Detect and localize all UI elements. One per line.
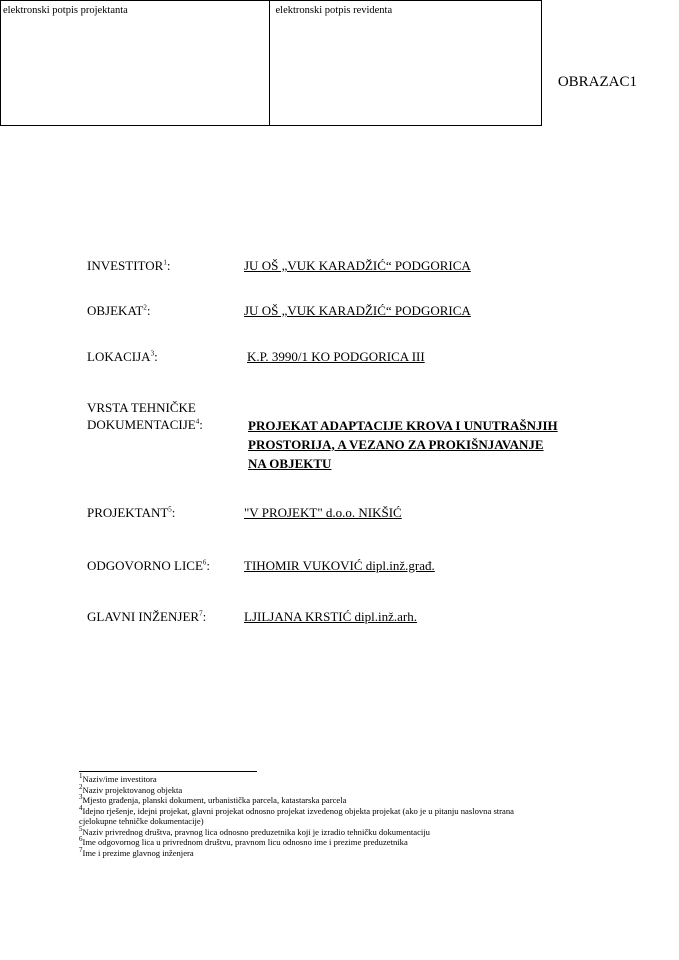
footnote-1-num: 1 [79,772,83,781]
objekat-label-text: OBJEKAT [87,303,144,318]
footnote-separator [79,771,257,772]
odgovorno-lice-label [87,558,210,574]
objekat-label [87,303,150,319]
vrsta-footnote-ref: 4 [195,417,200,426]
odgovorno-lice-footnote-ref: 6 [202,558,207,567]
investitor-colon: : [166,258,171,273]
odgovorno-lice-colon: : [206,558,211,573]
designer-signature-cell[interactable] [1,1,269,125]
footnotes [79,774,519,858]
vrsta-value-line2: PROSTORIJA, A VEZANO ZA PROKIŠNJAVANJE [248,437,544,452]
glavni-inzenjer-label-text: GLAVNI INŽENJER [87,609,200,624]
footnote-5-num: 5 [79,824,83,833]
footnote-7-num: 7 [79,845,83,854]
footnote-5-text: Naziv privrednog društva, pravnog lica odnosno preduzetnika koji je izradio tehničku dokumentaciju [82,826,430,837]
footnote-4-text: Idejno rješenje, idejni projekat, glavni projekat odnosno projekat izvedenog objekta projekat (ako je u pitanju naslovna strana cjelokupne tehničke dokumentacije) [79,805,514,826]
glavni-inzenjer-footnote-ref: 7 [199,609,203,618]
projektant-label [87,505,175,521]
footnote-3-num: 3 [79,793,83,802]
vrsta-colon: : [199,417,203,432]
investitor-value: JU OŠ „VUK KARADŽIĆ“ PODGORICA [244,258,471,273]
investitor-label-text: INVESTITOR [87,258,164,273]
footnote-1 [79,774,519,785]
footnote-6 [79,837,519,848]
lokacija-colon: : [154,349,158,364]
form-code: OBRAZAC1 [557,74,637,90]
footnote-2 [79,782,519,796]
footnote-3-text: Mjesto građenja, planski dokument, urbanistička parcela, katastarska parcela [82,795,347,805]
vrsta-label-line2: DOKUMENTACIJE [87,417,196,432]
odgovorno-lice-value: TIHOMIR VUKOVIĆ dipl.inž.građ. [244,558,435,573]
reviewer-signature-label: elektronski potpis revidenta [275,5,393,16]
footnote-7 [79,845,519,859]
odgovorno-lice-label-text: ODGOVORNO LICE [87,558,203,573]
investitor-label [87,258,170,274]
lokacija-label [87,349,158,365]
glavni-inzenjer-value: LJILJANA KRSTIĆ dipl.inž.arh. [244,609,417,624]
footnote-6-num: 6 [79,835,83,844]
glavni-inzenjer-colon: : [202,609,207,624]
projektant-footnote-ref: 5 [168,505,172,514]
investitor-footnote-ref: 1 [163,258,167,267]
vrsta-label-line1: VRSTA TEHNIČKE [87,400,196,415]
footnote-7-text: Ime i prezime glavnog inženjera [82,847,194,858]
footnote-2-num: 2 [79,782,83,791]
signature-table [0,0,542,126]
vrsta-value-line3: NA OBJEKTU [248,456,332,471]
lokacija-label-text: LOKACIJA [87,349,151,364]
objekat-value: JU OŠ „VUK KARADŽIĆ“ PODGORICA [244,303,471,318]
lokacija-value: K.P. 3990/1 KO PODGORICA III [247,349,425,364]
reviewer-signature-cell[interactable] [269,1,542,125]
footnote-4-num: 4 [79,803,83,812]
glavni-inzenjer-label [87,609,206,625]
footnote-5 [79,824,519,838]
vrsta-value-line1: PROJEKAT ADAPTACIJE KROVA I UNUTRAŠNJIH [248,418,558,433]
projektant-value: "V PROJEKT" d.o.o. NIKŠIĆ [244,505,402,520]
footnote-3 [79,795,519,806]
objekat-colon: : [146,303,151,318]
designer-signature-label: elektronski potpis projektanta [3,5,128,16]
lokacija-footnote-ref: 3 [150,349,155,358]
vrsta-label [87,399,203,433]
footnote-2-text: Naziv projektovanog objekta [82,784,183,795]
projektant-label-text: PROJEKTANT [87,505,169,520]
objekat-footnote-ref: 2 [143,303,147,312]
projektant-colon: : [171,505,176,520]
footnote-6-text: Ime odgovornog lica u privrednom društvu, pravnom licu odnosno ime i prezime preduzetnika [82,837,408,847]
footnote-4 [79,803,519,827]
footnote-1-text: Naziv/ime investitora [82,774,157,784]
vrsta-value [248,416,558,473]
